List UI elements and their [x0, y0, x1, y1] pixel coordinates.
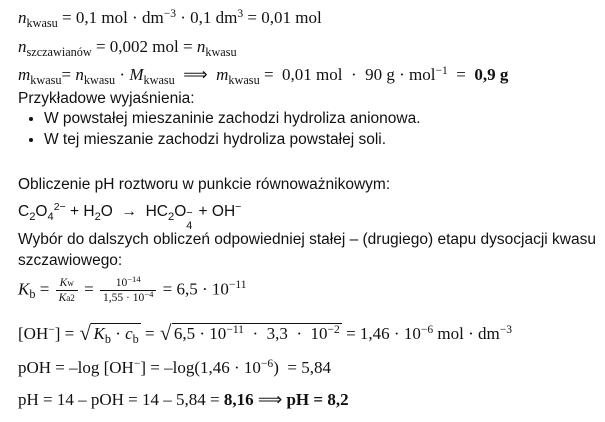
- text: = 0,1 mol · dm: [57, 8, 164, 27]
- implies-arrow: ⟹: [174, 65, 217, 84]
- exp: −11: [226, 323, 244, 336]
- sub: a2: [66, 293, 75, 303]
- ph-equation: [18, 390, 349, 410]
- fraction-kw-ka2: [56, 276, 78, 305]
- text: · 0,1 dm: [175, 8, 238, 27]
- var-K: K: [18, 279, 30, 299]
- sqrt-values: [160, 324, 342, 344]
- poh-equation: [18, 358, 331, 378]
- sub: kwasu: [228, 73, 260, 87]
- exp: −1: [435, 64, 448, 77]
- explanations-list: [18, 108, 421, 150]
- equation-n-szczawianow: [18, 37, 237, 57]
- ph-result: pH = 8,2: [286, 390, 349, 409]
- charge: −: [235, 201, 242, 213]
- mass-result: 0,9 g: [474, 65, 509, 84]
- list-item: • W powstałej mieszaninie zachodzi hydroliza anionowa.: [44, 108, 421, 129]
- exp: −3: [499, 323, 513, 336]
- var-M: M: [129, 65, 144, 84]
- exp: −4: [144, 289, 154, 299]
- text: = 0,01 mol: [243, 8, 322, 27]
- fraction-values: [100, 276, 156, 305]
- exp: −2: [327, 323, 340, 336]
- text: = 6,5 · 10: [158, 279, 229, 299]
- sub: b: [132, 332, 139, 346]
- sub: 2: [94, 211, 101, 223]
- sub: b: [104, 332, 111, 346]
- text: =: [447, 65, 475, 84]
- text: pH = 14 – pOH = 14 – 5,84 =: [18, 390, 224, 409]
- sub: w: [67, 278, 74, 288]
- text: ·: [110, 324, 126, 343]
- text: ·: [115, 65, 130, 84]
- var-c: c: [125, 324, 133, 343]
- sub: 2: [29, 211, 36, 223]
- text: =: [140, 324, 159, 343]
- sub: kwasu: [83, 73, 116, 87]
- implies-arrow: ⟹: [253, 390, 287, 409]
- text: 6,5 · 10: [173, 324, 227, 343]
- var-n: n: [196, 37, 206, 56]
- ph-header: Obliczenie pH roztworu w punkcie równoważnikowym:: [18, 176, 391, 193]
- sub: 2: [167, 211, 175, 223]
- text: 10: [115, 277, 128, 289]
- exp: −3: [163, 7, 176, 20]
- sub: kwasu: [30, 73, 62, 87]
- text: =: [35, 279, 54, 299]
- text: =: [79, 279, 98, 299]
- exp: −11: [228, 278, 247, 292]
- text: C: [18, 203, 30, 220]
- sub: 4: [186, 220, 193, 232]
- oh-equation: [18, 324, 512, 344]
- sub: 4: [47, 211, 54, 223]
- var-K: K: [59, 277, 68, 289]
- text: [OH: [18, 324, 49, 343]
- text: O: [174, 203, 187, 220]
- var-n: n: [75, 65, 84, 84]
- text: ] =: [54, 324, 79, 343]
- text: · 3,3 · 10: [243, 324, 328, 343]
- exp: −6: [420, 323, 434, 336]
- text: =: [61, 65, 76, 84]
- kb-equation: [18, 276, 247, 305]
- choice-text-line1: Wybór do dalszych obliczeń odpowiedniej stałej – (drugiego) etapu dysocjacji kwasu: [18, 231, 596, 248]
- charge: −: [186, 207, 193, 219]
- var-m: m: [18, 65, 31, 84]
- text: pOH = –log [OH: [18, 358, 134, 377]
- sub: kwasu: [143, 73, 175, 87]
- var-n: n: [18, 8, 27, 27]
- text: = 0,002 mol =: [91, 37, 197, 56]
- reaction-equation: [18, 201, 242, 232]
- exp: −14: [127, 274, 141, 284]
- sub-kwasu: kwasu: [205, 45, 237, 59]
- charge: −: [48, 323, 55, 336]
- text: O: [35, 203, 48, 220]
- text: ] = –log(1,46 · 10: [140, 358, 261, 377]
- sub-szczawianow: szczawianów: [26, 45, 92, 59]
- list-item: • W tej mieszanie zachodzi hydroliza powstałej soli.: [44, 129, 421, 150]
- var-K: K: [58, 292, 67, 304]
- sqrt-kb-cb: [79, 324, 140, 344]
- text: = 0,01 mol · 90 g · mol: [259, 65, 436, 84]
- text: = 1,46 · 10: [341, 324, 421, 343]
- exp: 3: [237, 7, 244, 20]
- var-m: m: [216, 65, 229, 84]
- text: 1,55 · 10: [103, 292, 145, 304]
- equation-mass: [18, 65, 508, 85]
- exp: −6: [260, 357, 274, 370]
- ph-value: 8,16: [223, 390, 254, 409]
- var-K: K: [93, 324, 105, 343]
- text: + OH: [194, 203, 236, 220]
- explanations-header: Przykładowe wyjaśnienia:: [18, 90, 195, 107]
- text: ) = 5,84: [273, 358, 331, 377]
- charge: −: [133, 357, 141, 370]
- choice-text-line2: szczawiowego:: [18, 252, 123, 269]
- charge: 2−: [53, 201, 66, 213]
- sub-kwasu: kwasu: [26, 16, 58, 30]
- text: mol · dm: [433, 324, 500, 343]
- sub: b: [29, 287, 36, 302]
- equation-n-kwasu: [18, 8, 322, 28]
- text: + H: [65, 203, 95, 220]
- text: O → HC: [100, 203, 168, 220]
- var-n: n: [18, 37, 27, 56]
